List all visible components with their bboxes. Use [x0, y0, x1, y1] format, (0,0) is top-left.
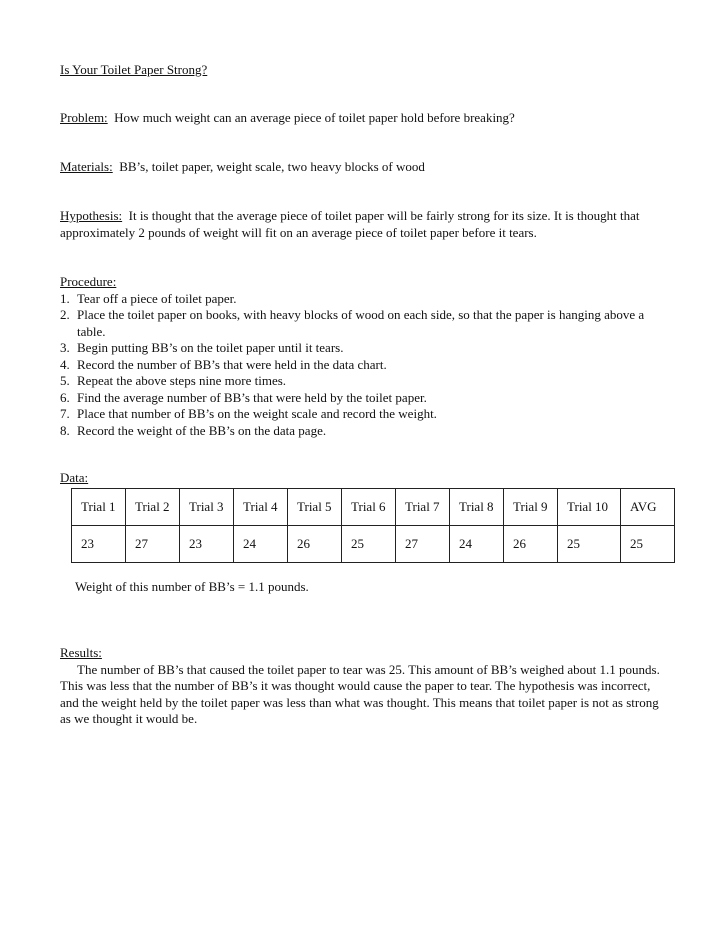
- procedure-step: 1. Tear off a piece of toilet paper.: [60, 290, 237, 306]
- hypothesis-text: It is thought that the average piece of toilet paper will be fairly strong for its size. It is thought that approximately 2 pounds of weight will fit on an average piece of toilet paper before it tears.: [60, 208, 640, 240]
- header-cell: Trial 3: [180, 489, 234, 526]
- value-cell: 23: [72, 526, 126, 563]
- header-cell: Trial 8: [450, 489, 504, 526]
- value-cell: 26: [288, 526, 342, 563]
- value-cell: 24: [450, 526, 504, 563]
- header-cell: Trial 4: [234, 489, 288, 526]
- header-cell: Trial 9: [504, 489, 558, 526]
- problem-label: Problem:: [60, 110, 108, 125]
- procedure-step: 2. Place the toilet paper on books, with heavy blocks of wood on each side, so that the paper is hanging above a table.: [60, 307, 645, 339]
- results-section: [60, 645, 664, 728]
- materials-label: Materials:: [60, 159, 113, 174]
- weight-note-text: Weight of this number of BB’s = 1.1 pounds.: [75, 579, 309, 594]
- header-row: [72, 489, 675, 526]
- header-cell: Trial 7: [396, 489, 450, 526]
- procedure-step: 8. Record the weight of the BB’s on the data page.: [60, 422, 327, 438]
- hypothesis-section: [60, 208, 666, 241]
- procedure-step: 6. Find the average number of BB’s that were held by the toilet paper.: [60, 389, 427, 405]
- value-cell: 27: [396, 526, 450, 563]
- header-cell: Trial 6: [342, 489, 396, 526]
- data-label: Data:: [60, 470, 89, 485]
- results-label: Results:: [60, 645, 102, 660]
- data-section-label: [60, 470, 670, 487]
- procedure-step: 3. Begin putting BB’s on the toilet paper until it tears.: [60, 340, 344, 355]
- materials-text: BB’s, toilet paper, weight scale, two heavy blocks of wood: [119, 159, 425, 174]
- results-text: The number of BB’s that caused the toilet paper to tear was 25. This amount of BB’s weighed about 1.1 pounds. This was less that the number of BB’s it was thought would cause the paper to tear. The hypothesis was incorrect, and the weight held by the toilet paper was less than what was thought. This means that toilet paper is not as strong as we thought it would be.: [60, 661, 660, 726]
- value-cell: 25: [558, 526, 621, 563]
- procedure-section: [60, 274, 670, 439]
- values-row: [72, 526, 675, 563]
- procedure-step: 5. Repeat the above steps nine more times.: [60, 373, 287, 388]
- procedure-step: 7. Place that number of BB’s on the weight scale and record the weight.: [60, 406, 437, 421]
- weight-note: [75, 579, 685, 596]
- materials-section: [60, 159, 670, 176]
- value-cell: 24: [234, 526, 288, 563]
- value-cell: 25: [342, 526, 396, 563]
- value-cell: 25: [621, 526, 675, 563]
- document-title: [60, 62, 670, 79]
- title-text: Is Your Toilet Paper Strong?: [60, 62, 208, 77]
- hypothesis-label: Hypothesis:: [60, 208, 123, 223]
- header-cell: Trial 1: [72, 489, 126, 526]
- procedure-label: Procedure:: [60, 274, 117, 289]
- data-table: [71, 488, 675, 563]
- procedure-step: 4. Record the number of BB’s that were held in the data chart.: [60, 356, 387, 372]
- value-cell: 23: [180, 526, 234, 563]
- header-cell: AVG: [621, 489, 675, 526]
- problem-section: [60, 110, 670, 127]
- header-cell: Trial 5: [288, 489, 342, 526]
- header-cell: Trial 10: [558, 489, 621, 526]
- value-cell: 27: [126, 526, 180, 563]
- problem-text: How much weight can an average piece of toilet paper hold before breaking?: [114, 110, 515, 125]
- procedure-list: [60, 291, 670, 440]
- header-cell: Trial 2: [126, 489, 180, 526]
- value-cell: 26: [504, 526, 558, 563]
